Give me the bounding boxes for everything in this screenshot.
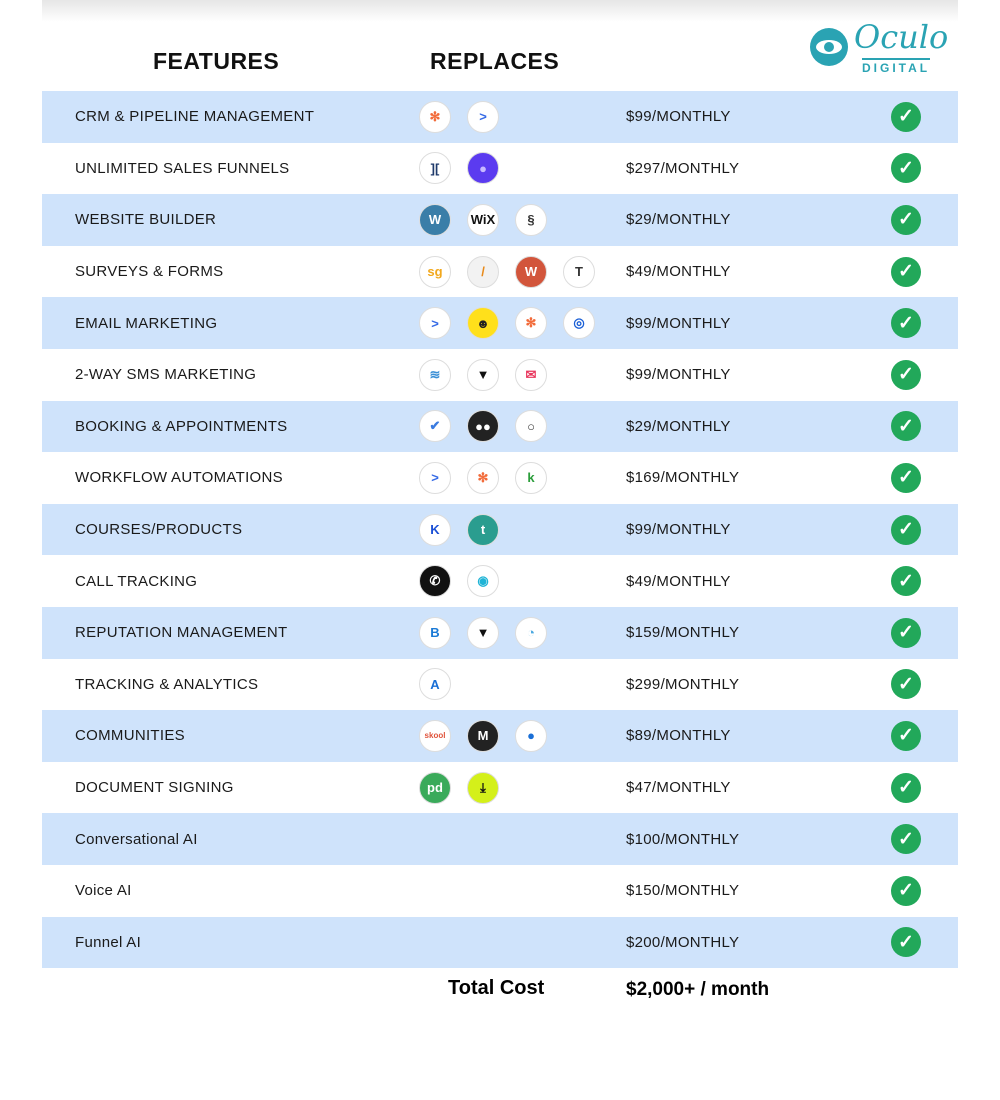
activecampaign-icon: > [419,307,451,339]
email-envelope-icon: ✉ [515,359,547,391]
table-row [42,607,958,659]
table-row [42,813,958,865]
check-icon: ✓ [891,205,921,235]
check-icon: ✓ [891,618,921,648]
feature-name: Funnel AI [75,933,142,951]
replaced-tools [419,152,499,184]
features-heading: FEATURES [153,48,280,74]
kartra-icon: ● [467,152,499,184]
constant-contact-icon: ◎ [563,307,595,339]
replaced-tools [419,772,499,804]
price: $49/MONTHLY [626,572,731,590]
kajabi-icon: K [419,514,451,546]
feature-name: 2-WAY SMS MARKETING [75,366,257,384]
activecampaign-icon: > [467,101,499,133]
table-row [42,452,958,504]
feature-name: SURVEYS & FORMS [75,263,224,281]
table-row [42,349,958,401]
callrail-icon: ◉ [467,565,499,597]
table-row [42,762,958,814]
top-shade [42,0,958,22]
check-icon: ✓ [891,463,921,493]
check-icon: ✓ [891,721,921,751]
check-icon: ✓ [891,927,921,957]
calendly-icon: ●● [467,410,499,442]
price: $200/MONTHLY [626,933,740,951]
teachable-icon: t [467,514,499,546]
podium-icon: ▼ [467,359,499,391]
check-icon: ✓ [891,153,921,183]
check-icon: ✓ [891,360,921,390]
table-row [42,917,958,969]
table-row [42,194,958,246]
clickfunnels-icon: ][ [419,152,451,184]
price: $29/MONTHLY [626,211,731,229]
feature-name: WEBSITE BUILDER [75,211,217,229]
feature-name: CALL TRACKING [75,572,198,590]
sms-layers-icon: ≋ [419,359,451,391]
wix-icon: WiX [467,204,499,236]
check-icon: ✓ [891,102,921,132]
feature-name: EMAIL MARKETING [75,314,218,332]
feature-name: WORKFLOW AUTOMATIONS [75,469,283,487]
price: $100/MONTHLY [626,830,740,848]
wordpress-icon: W [419,204,451,236]
total-cost-value: $2,000+ / month [626,979,770,1000]
replaced-tools [419,204,547,236]
check-icon: ✓ [891,411,921,441]
check-icon: ✓ [891,669,921,699]
price: $99/MONTHLY [626,366,731,384]
feature-name: Voice AI [75,882,132,900]
feature-name: Conversational AI [75,830,198,848]
table-row [42,91,958,143]
price: $29/MONTHLY [626,417,731,435]
price: $99/MONTHLY [626,108,731,126]
comparison-table [42,91,958,968]
replaced-tools [419,668,451,700]
price: $297/MONTHLY [626,159,740,177]
replaced-tools [419,565,499,597]
feature-name: COMMUNITIES [75,727,185,745]
analytics-icon: A [419,668,451,700]
activecampaign-icon: > [419,462,451,494]
oculo-digital-logo [810,18,950,76]
price: $99/MONTHLY [626,314,731,332]
feature-name: DOCUMENT SIGNING [75,779,234,797]
price: $47/MONTHLY [626,779,731,797]
check-icon: ✓ [891,824,921,854]
hubspot-icon: ✻ [467,462,499,494]
check-icon: ✓ [891,257,921,287]
skool-icon: skool [419,720,451,752]
pie-icon: ◔ [515,617,547,649]
feature-name: UNLIMITED SALES FUNNELS [75,159,290,177]
replaced-tools [419,514,499,546]
eye-icon [810,28,848,66]
replaced-tools [419,720,547,752]
whatsapp-icon: ✆ [419,565,451,597]
typeform-icon: T [563,256,595,288]
pandadoc-icon: pd [419,772,451,804]
table-row [42,143,958,195]
table-row [42,865,958,917]
replaced-tools [419,101,499,133]
birdeye-icon: B [419,617,451,649]
table-row [42,659,958,711]
replaces-heading: REPLACES [430,48,560,74]
circle-community-icon: ● [515,720,547,752]
price: $169/MONTHLY [626,469,740,487]
wufoo-icon: W [515,256,547,288]
check-icon: ✓ [891,566,921,596]
check-icon: ✓ [891,308,921,338]
table-row [42,246,958,298]
replaced-tools [419,462,547,494]
price: $99/MONTHLY [626,521,731,539]
feature-name: TRACKING & ANALYTICS [75,675,259,693]
mailchimp-icon: ☻ [467,307,499,339]
table-row [42,297,958,349]
price: $89/MONTHLY [626,727,731,745]
jotform-icon: / [467,256,499,288]
replaced-tools [419,410,547,442]
acuity-icon: ✔ [419,410,451,442]
check-icon: ✓ [891,515,921,545]
feature-name: CRM & PIPELINE MANAGEMENT [75,108,315,126]
table-row [42,710,958,762]
price: $159/MONTHLY [626,624,740,642]
feature-name: BOOKING & APPOINTMENTS [75,417,288,435]
check-icon: ✓ [891,773,921,803]
docusign-icon: ⤓ [467,772,499,804]
check-icon: ✓ [891,876,921,906]
squarespace-icon: § [515,204,547,236]
feature-name: REPUTATION MANAGEMENT [75,624,288,642]
replaced-tools [419,359,547,391]
keap-icon: k [515,462,547,494]
total-cost-label: Total Cost [448,977,545,999]
price: $299/MONTHLY [626,675,740,693]
table-row [42,401,958,453]
replaced-tools [419,307,595,339]
mighty-networks-icon: M [467,720,499,752]
hubspot-icon: ✻ [515,307,547,339]
surveygizmo-icon: sg [419,256,451,288]
podium-icon: ▼ [467,617,499,649]
replaced-tools [419,256,595,288]
hubspot-icon: ✻ [419,101,451,133]
table-row [42,504,958,556]
replaced-tools [419,617,547,649]
logo-name: Oculo [854,18,949,56]
price: $150/MONTHLY [626,882,740,900]
feature-name: COURSES/PRODUCTS [75,521,243,539]
circle-icon: ○ [515,410,547,442]
table-row [42,555,958,607]
price: $49/MONTHLY [626,263,731,281]
logo-sub: DIGITAL [862,58,930,75]
